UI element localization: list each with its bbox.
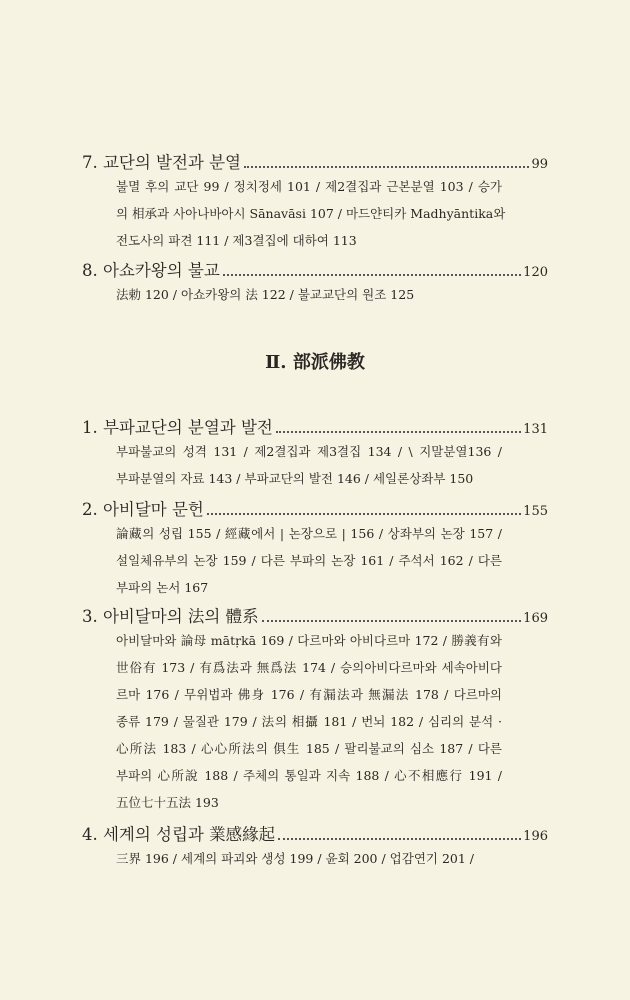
heading-title: 3. 아비달마의 法의 體系	[82, 607, 259, 626]
toc-subline: 르마 176 / 무위법과 佛身 176 / 有漏法과 無漏法 178 / 다르마의	[116, 687, 502, 702]
dot-leader	[223, 274, 521, 276]
toc-subline: 心所法 183 / 心心所法의 俱生 185 / 팔리불교의 심소 187 / 다른	[116, 741, 502, 756]
toc-subline: 부파의 心所說 188 / 주체의 통일과 지속 188 / 心不相應行 191 /	[116, 768, 502, 783]
toc-subline: 부파의 논서 167	[116, 580, 209, 595]
heading-title: 8. 아쇼카왕의 불교	[82, 261, 220, 280]
part-title: Ⅱ. 部派佛教	[265, 352, 365, 373]
toc-heading	[82, 603, 548, 625]
toc-heading	[82, 496, 548, 518]
toc-heading	[82, 414, 548, 436]
toc-subline: 부파불교의 성격 131 / 제2결집과 제3결집 134 / \ 지말분열136 /	[116, 444, 502, 459]
heading-page: 155	[523, 504, 548, 519]
toc-subline: 法勅 120 / 아쇼카왕의 法 122 / 불교교단의 원조 125	[116, 287, 415, 302]
heading-page: 120	[523, 265, 548, 280]
heading-title: 7. 교단의 발전과 분열	[82, 153, 241, 172]
dot-leader	[244, 166, 529, 168]
heading-page: 99	[531, 157, 548, 172]
heading-page: 169	[523, 611, 548, 626]
toc-subline: 世俗有 173 / 有爲法과 無爲法 174 / 승의아비다르마와 세속아비다	[116, 660, 502, 675]
heading-title: 4. 세계의 성립과 業感緣起	[82, 825, 276, 844]
toc-subline: 論藏의 성립 155 / 經藏에서 | 논장으로 | 156 / 상좌부의 논장 157 /	[116, 526, 502, 541]
toc-heading	[82, 149, 548, 171]
toc-subline: 종류 179 / 물질관 179 / 法의 相攝 181 / 번뇌 182 / 심리의 분석 ·	[116, 714, 502, 729]
toc-subline: 설일체유부의 논장 159 / 다른 부파의 논장 161 / 주석서 162 / 다른	[116, 553, 502, 568]
dot-leader	[262, 620, 522, 622]
heading-title: 2. 아비달마 문헌	[82, 500, 204, 519]
dot-leader	[276, 431, 521, 433]
heading-title: 1. 부파교단의 분열과 발전	[82, 418, 273, 437]
toc-heading	[82, 257, 548, 279]
toc-subline: 부파분열의 자료 143 / 부파교단의 발전 146 / 세일론상좌부 150	[116, 471, 474, 486]
heading-page: 131	[523, 422, 548, 437]
toc-subline: 三界 196 / 세계의 파괴와 생성 199 / 윤회 200 / 업감연기 201 /	[116, 851, 474, 866]
toc-subline: 불멸 후의 교단 99 / 정치정세 101 / 제2결집과 근본분열 103 / 승가	[116, 179, 502, 194]
heading-page: 196	[523, 829, 548, 844]
toc-subline: 五位七十五法 193	[116, 795, 219, 810]
dot-leader	[207, 513, 521, 515]
toc-subline: 아비달마와 論母 mātṛkā 169 / 다르마와 아비다르마 172 / 勝義有와	[116, 633, 502, 648]
toc-subline: 전도사의 파견 111 / 제3결집에 대하여 113	[116, 233, 357, 248]
dot-leader	[278, 838, 521, 840]
toc-subline: 의 相承과 사아나바아시 Sānavāsi 107 / 마드얀티카 Madhyāntika와	[116, 206, 506, 221]
toc-heading	[82, 821, 548, 843]
